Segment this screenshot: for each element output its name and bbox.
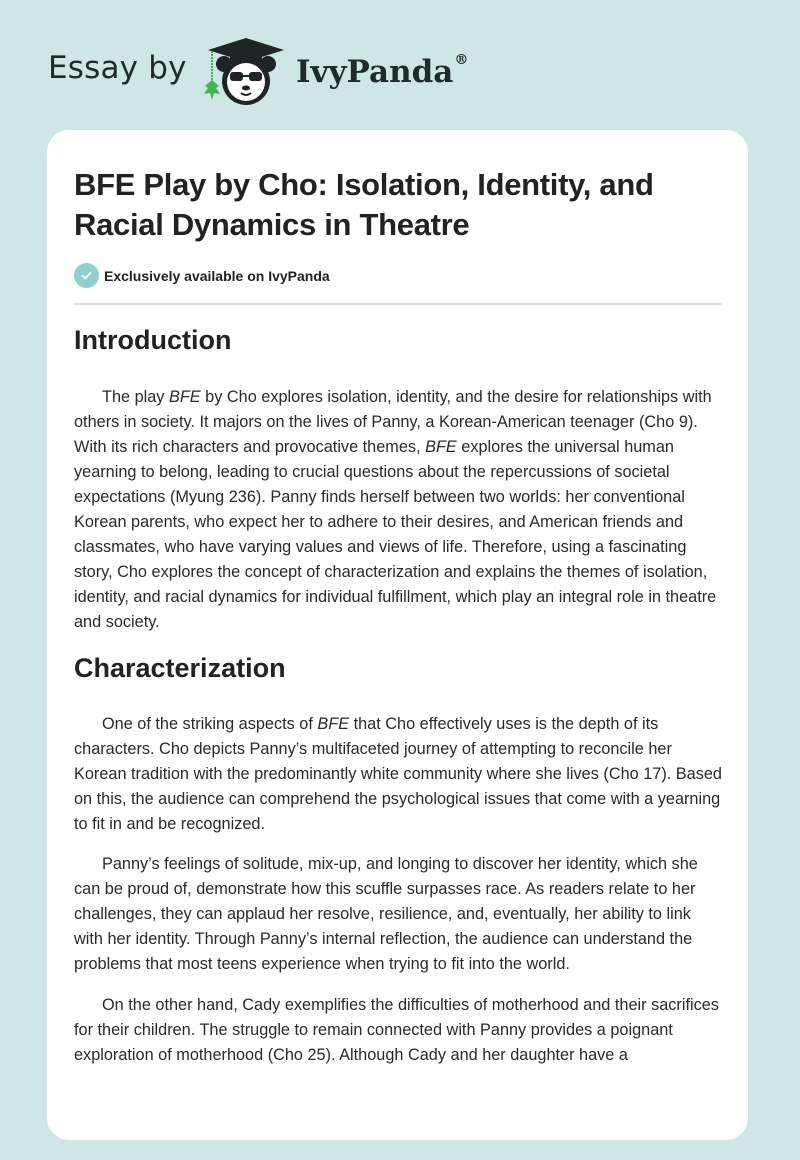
exclusive-badge xyxy=(74,263,330,288)
panda-graduate-icon[interactable] xyxy=(200,36,292,108)
paragraph-text: The play xyxy=(102,388,169,406)
section-heading-characterization: Characterization xyxy=(74,653,286,683)
trademark-symbol: ® xyxy=(454,52,469,68)
site-header xyxy=(0,0,800,130)
paragraph xyxy=(74,385,722,635)
paragraph-text: On the other hand, Cady exemplifies the difficulties of motherhood and their sacrifices for their children. The struggle to remain connected with Panny provides a poignant exploration of motherhood (Cho 25). Although Cady and her daughter have a xyxy=(74,996,719,1064)
paragraph xyxy=(74,993,722,1068)
brand-name[interactable] xyxy=(296,52,468,90)
paragraph-text: One of the striking aspects of xyxy=(102,715,318,733)
paragraph-text: by Cho explores isolation, identity, and the desire for relationships with others in society. It majors on the lives of Panny, a Korean-American teenager (Cho 9). With its rich characters and provocative themes, xyxy=(74,388,712,456)
divider xyxy=(74,303,722,305)
essay-by-label: Essay by xyxy=(48,50,187,86)
italic-title-text: BFE xyxy=(317,715,350,733)
essay-title: BFE Play by Cho: Isolation, Identity, and Racial Dynamics in Theatre xyxy=(74,167,654,242)
exclusive-badge-text: Exclusively available on IvyPanda xyxy=(104,267,330,284)
section-heading-introduction: Introduction xyxy=(74,325,232,355)
check-circle-icon xyxy=(74,263,99,288)
paragraph-text: that Cho effectively uses is the depth of its characters. Cho depicts Panny’s multifaceted journey of attempting to reconcile her Korean tradition with the predominantly white community where she lives (Cho 17). Based on this, the audience can comprehend the psychological issues that come with a yearning to fit in and be recognized. xyxy=(74,715,722,833)
essay-card xyxy=(47,130,748,1140)
brand-text: IvyPanda xyxy=(296,54,454,90)
paragraph xyxy=(74,712,722,837)
paragraph-text: Panny’s feelings of solitude, mix-up, and longing to discover her identity, which she can be proud of, demonstrate how this scuffle surpasses race. As readers relate to her challenges, they can applaud her resolve, resilience, and, eventually, her ability to link with her identity. Through Panny’s internal reflection, the audience can understand the problems that most teens experience when trying to fit into the world. xyxy=(74,855,698,973)
paragraph-text: explores the universal human yearning to belong, leading to crucial questions about the repercussions of societal expectations (Myung 236). Panny finds herself between two worlds: her conventional Korean parents, who expect her to adhere to their desires, and American friends and classmates, who have varying values and views of life. Therefore, using a fascinating story, Cho explores the concept of characterization and explains the themes of isolation, identity, and racial dynamics for individual fulfillment, which play an integral role in theatre and society. xyxy=(74,438,717,631)
italic-title-text: BFE xyxy=(425,438,457,456)
paragraph xyxy=(74,852,722,977)
italic-title-text: BFE xyxy=(168,388,201,406)
